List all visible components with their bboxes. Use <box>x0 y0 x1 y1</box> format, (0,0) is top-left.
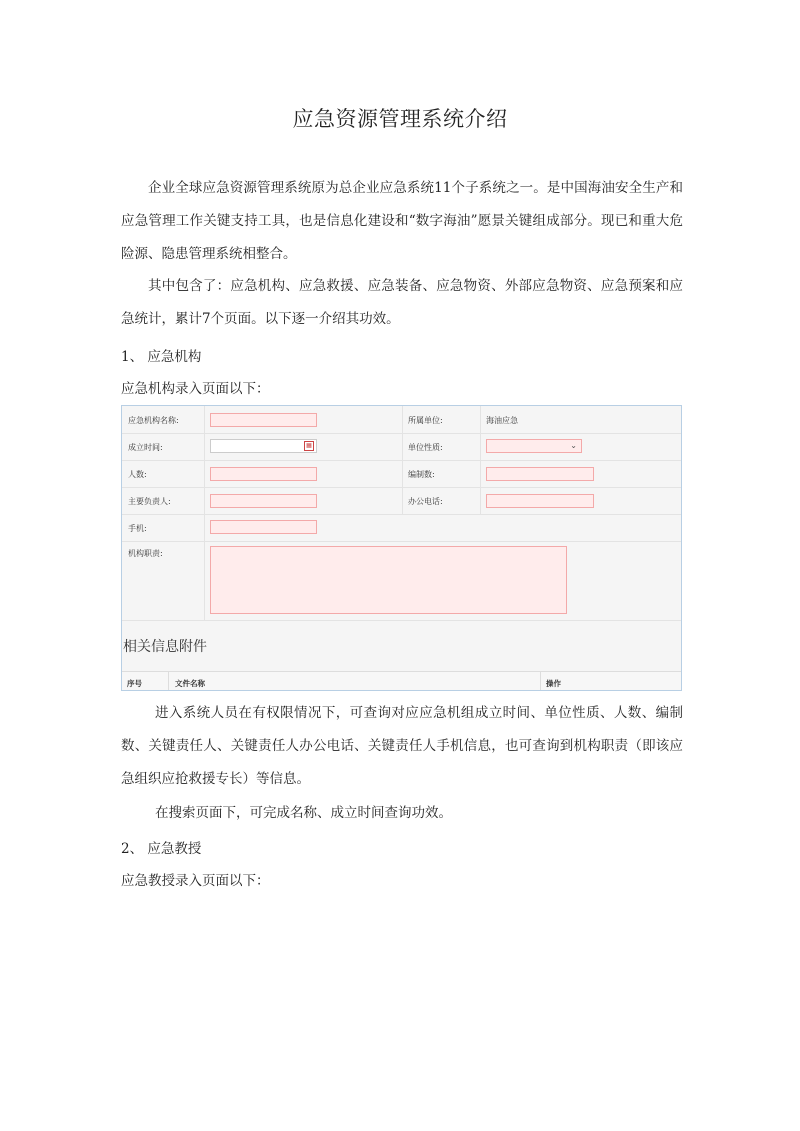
form-row <box>122 406 681 434</box>
column-filename-header: 文件名称 <box>175 679 205 688</box>
attachments-title: 相关信息附件 <box>123 639 207 655</box>
unit-type-label: 单位性质: <box>408 443 443 452</box>
org-name-label: 应急机构名称: <box>128 416 179 425</box>
form-row <box>122 541 681 621</box>
section-1-heading: 1、 应急机构 <box>121 349 202 365</box>
org-name-input[interactable] <box>210 413 317 427</box>
calendar-icon[interactable]: ▦ <box>304 441 314 451</box>
org-entry-form-screenshot <box>121 405 682 691</box>
form-row <box>122 433 681 461</box>
form-row <box>122 460 681 488</box>
mobile-input[interactable] <box>210 520 317 534</box>
mobile-label: 手机: <box>128 524 147 533</box>
leader-label: 主要负责人: <box>128 497 171 506</box>
staffing-input[interactable] <box>486 467 594 481</box>
column-index-header: 序号 <box>127 679 142 688</box>
column-separator <box>540 672 541 691</box>
duty-label: 机构职责: <box>128 549 163 558</box>
headcount-label: 人数: <box>128 470 147 479</box>
affiliation-label: 所属单位: <box>408 416 443 425</box>
section-1-paragraph-2: 在搜索页面下，可完成名称、成立时间查询功效。 <box>155 805 452 821</box>
headcount-input[interactable] <box>210 467 317 481</box>
form-row <box>122 514 681 542</box>
founded-date-label: 成立时间: <box>128 443 163 452</box>
section-2-caption: 应急教授录入页面以下： <box>121 873 270 889</box>
section-1-caption: 应急机构录入页面以下： <box>121 381 270 397</box>
office-phone-input[interactable] <box>486 494 594 508</box>
section-2-heading: 2、 应急教授 <box>121 841 202 857</box>
intro-paragraph-1: 企业全球应急资源管理系统原为总企业应急系统11个子系统之一。是中国海油安全生产和应急管理工作关键支持工具，也是信息化建设和“数字海油”愿景关键组成部分。现已和重大危险源、隐患管理系统相整合。 <box>121 180 683 262</box>
column-separator <box>168 672 169 691</box>
founded-date-input[interactable] <box>210 439 317 453</box>
document-title: 应急资源管理系统介绍 <box>292 107 508 131</box>
leader-input[interactable] <box>210 494 317 508</box>
section-1-paragraph-1: 进入系统人员在有权限情况下，可查询对应应急机组成立时间、单位性质、人数、编制数、关键责任人、关键责任人办公电话、关键责任人手机信息，也可查询到机构职责（即该应急组织应抢救援专长）等信息。 <box>121 705 683 787</box>
affiliation-value: 海油应急 <box>486 416 518 425</box>
form-row <box>122 487 681 515</box>
duty-textarea[interactable] <box>210 546 567 614</box>
unit-type-select[interactable] <box>486 439 582 453</box>
staffing-label: 编制数: <box>408 470 435 479</box>
chevron-down-icon: ⌄ <box>570 441 577 450</box>
column-action-header: 操作 <box>546 679 561 688</box>
attachments-table-header <box>122 671 681 691</box>
intro-paragraph-2: 其中包含了：应急机构、应急救援、应急装备、应急物资、外部应急物资、应急预案和应急统计，累计7个页面。以下逐一介绍其功效。 <box>121 278 683 327</box>
office-phone-label: 办公电话: <box>408 497 443 506</box>
